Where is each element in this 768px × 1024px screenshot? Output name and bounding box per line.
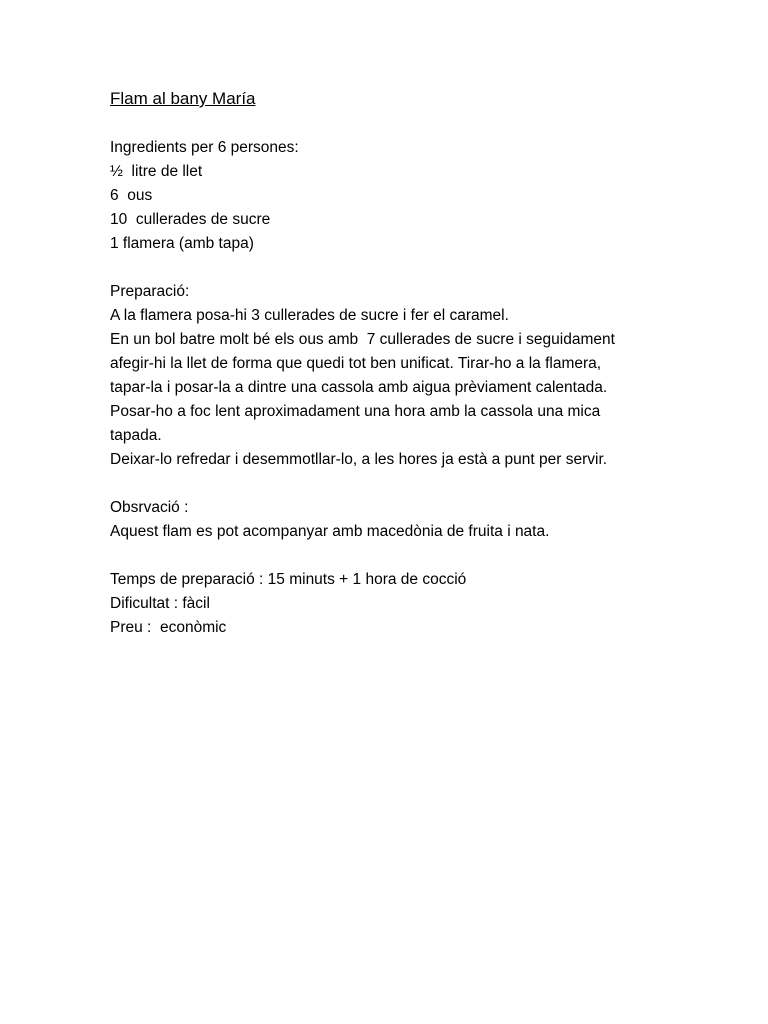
observation-section	[110, 496, 670, 544]
ingredients-heading: Ingredients per 6 persones:	[110, 139, 299, 156]
price: Preu : econòmic	[110, 619, 227, 636]
ingredient-item: 6 ous	[110, 187, 153, 204]
observation-text: Aquest flam es pot acompanyar amb macedònia de fruita i nata.	[110, 523, 550, 540]
preparation-line: tapar-la i posar-la a dintre una cassola amb aigua prèviament calentada.	[110, 379, 608, 396]
preparation-line: Deixar-lo refredar i desemmotllar-lo, a les hores ja està a punt per servir.	[110, 451, 608, 468]
preparation-section	[110, 280, 670, 472]
ingredients-section	[110, 136, 670, 256]
preparation-line: afegir-hi la llet de forma que quedi tot ben unificat. Tirar-ho a la flamera,	[110, 355, 602, 372]
preparation-time: Temps de preparació : 15 minuts + 1 hora de cocció	[110, 571, 467, 588]
recipe-title: Flam al bany María	[110, 89, 256, 108]
preparation-line: Posar-ho a foc lent aproximadament una hora amb la cassola una mica	[110, 403, 601, 420]
preparation-line: En un bol batre molt bé els ous amb 7 cullerades de sucre i seguidament	[110, 331, 615, 348]
ingredient-item: ½ litre de llet	[110, 163, 203, 180]
ingredient-item: 10 cullerades de sucre	[110, 211, 271, 228]
preparation-line: A la flamera posa-hi 3 cullerades de sucre i fer el caramel.	[110, 307, 509, 324]
info-section	[110, 568, 670, 640]
ingredient-item: 1 flamera (amb tapa)	[110, 235, 254, 252]
preparation-line: tapada.	[110, 427, 162, 444]
observation-heading: Obsrvació :	[110, 499, 189, 516]
document-page	[110, 86, 670, 640]
preparation-heading: Preparació:	[110, 283, 190, 300]
difficulty: Dificultat : fàcil	[110, 595, 210, 612]
